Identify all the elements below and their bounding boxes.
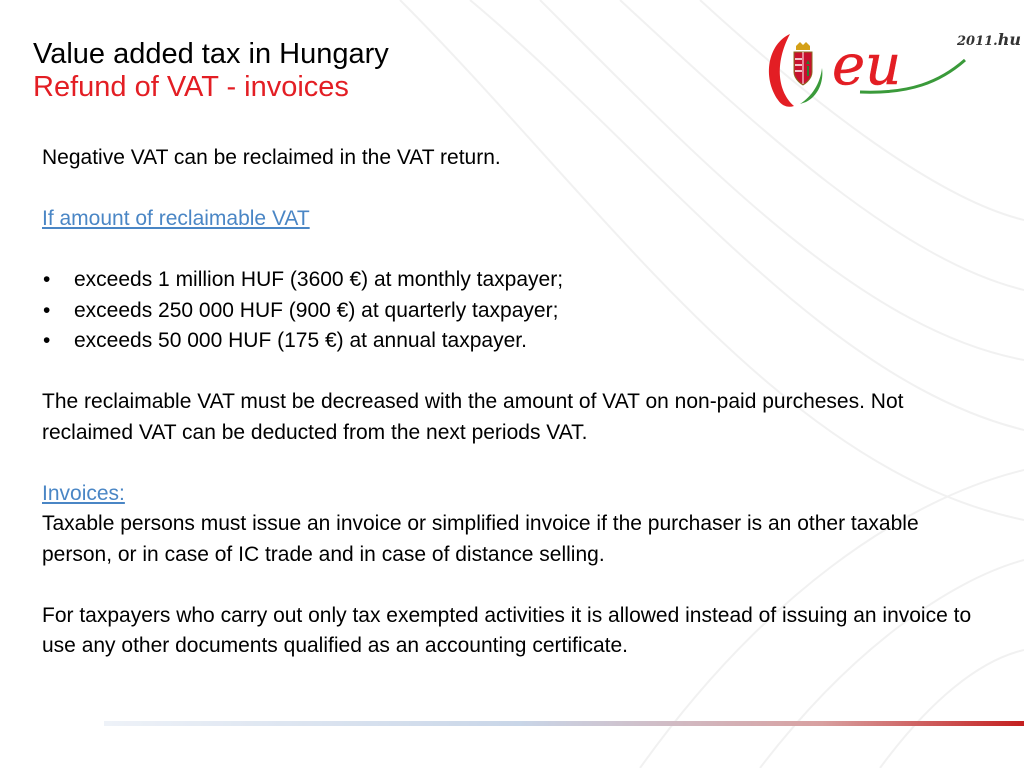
title-block (33, 38, 389, 104)
logo-red-arc-icon (769, 34, 794, 107)
intro-text: Negative VAT can be reclaimed in the VAT return. (42, 146, 501, 169)
bullet-icon: • (43, 268, 51, 291)
logo-tld: hu (997, 30, 1021, 49)
bottom-divider (104, 721, 1024, 726)
list-item (42, 265, 982, 296)
invoices-heading-link[interactable]: Invoices: (42, 481, 125, 505)
list-item (42, 326, 982, 357)
invoices-text: Taxable persons must issue an invoice or simplified invoice if the purchaser is an other taxable person, or in case of IC trade and in case of distance selling. (42, 512, 919, 566)
threshold-list (42, 265, 982, 357)
page-subtitle: Refund of VAT - invoices (33, 71, 349, 103)
list-item (42, 296, 982, 327)
list-item-text: exceeds 1 million HUF (3600 €) at monthly taxpayer; (74, 268, 564, 291)
list-item-text: exceeds 250 000 HUF (900 €) at quarterly taxpayer; (74, 298, 559, 322)
logo-year (957, 30, 1021, 49)
decrease-note: The reclaimable VAT must be decreased with the amount of VAT on non-paid purcheses. Not reclaimed VAT can be deducted from the next periods VAT. (42, 390, 904, 444)
exempt-text: For taxpayers who carry out only tax exempted activities it is allowed instead of issuing an invoice to use any other documents qualified as an accounting certificate. (42, 603, 972, 657)
bullet-icon: • (43, 329, 51, 352)
slide-content (42, 143, 982, 662)
coat-of-arms-icon (794, 42, 812, 85)
page-title: Value added tax in Hungary (33, 38, 389, 70)
reclaim-heading-link[interactable]: If amount of reclaimable VAT (42, 207, 310, 230)
list-item-text: exceeds 50 000 HUF (175 €) at annual taxpayer. (74, 329, 527, 352)
logo-eu-mark: eu (832, 33, 902, 98)
bullet-icon: • (43, 298, 51, 322)
logo-year-number: 2011. (957, 34, 998, 49)
